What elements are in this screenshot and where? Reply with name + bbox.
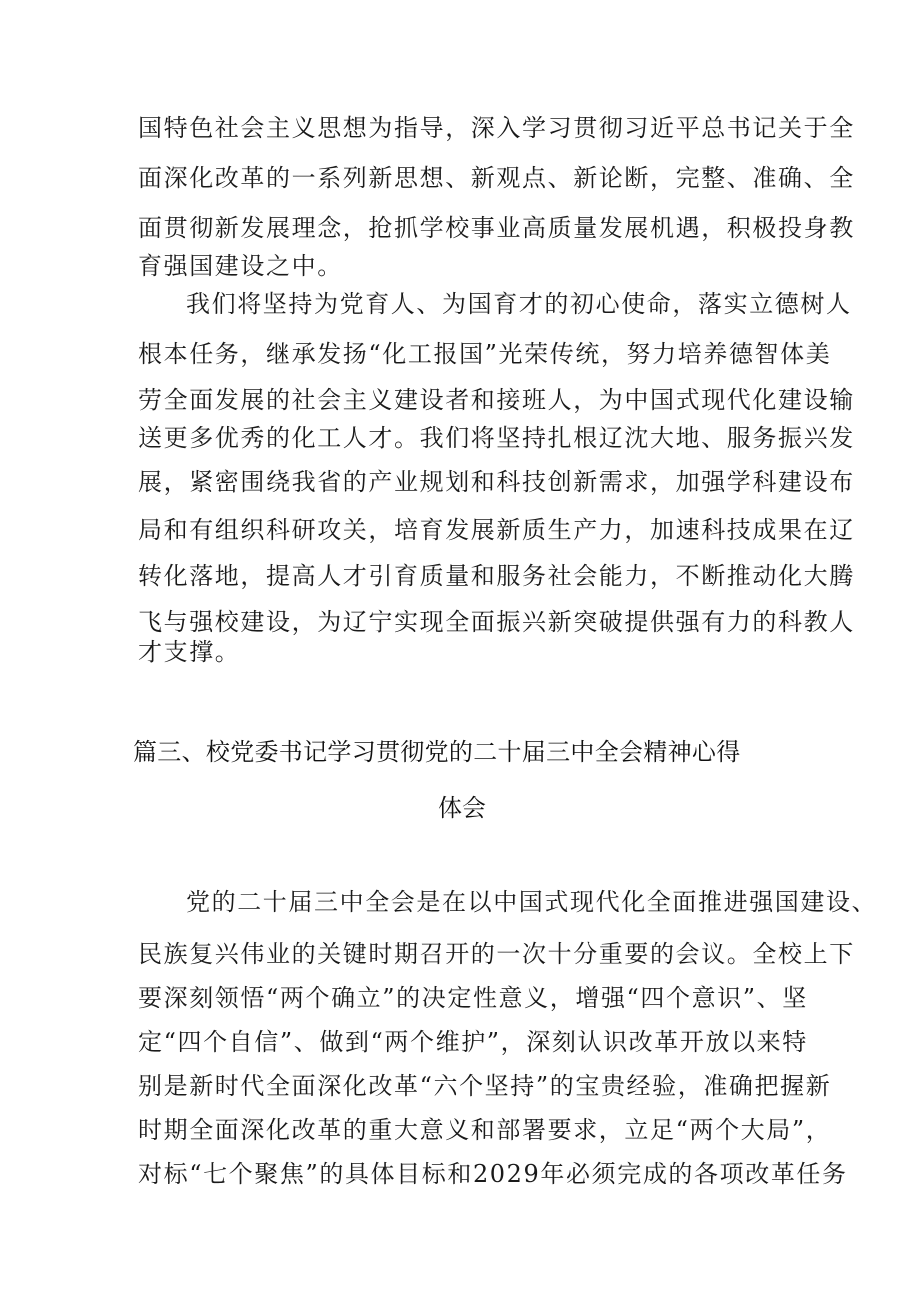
text-line: 劳全面发展的社会主义建设者和接班人，为中国式现代化建设输 <box>138 386 855 414</box>
text-line: 国特色社会主义思想为指导，深入学习贯彻习近平总书记关于全 <box>138 114 855 142</box>
text-line: 根本任务，继承发扬“化工报国”光荣传统，努力培养德智体美 <box>138 340 832 368</box>
text-line: 定“四个自信”、做到“两个维护”，深刻认识改革开放以来特 <box>138 1028 808 1056</box>
text-line: 时期全面深化改革的重大意义和部署要求，立足“两个大局”， <box>138 1116 832 1144</box>
text-line: 转化落地，提高人才引育质量和服务社会能力，不断推动化大腾 <box>138 562 855 590</box>
text-line: 才支撑。 <box>138 638 241 666</box>
text-line: 要深刻领悟“两个确立”的决定性意义，增强“四个意识”、坚 <box>138 984 808 1012</box>
text-line: 展，紧密围绕我省的产业规划和科技创新需求，加强学科建设布 <box>138 468 855 496</box>
text-line: 飞与强校建设，为辽宁实现全面振兴新突破提供强有力的科教人 <box>138 608 855 636</box>
text-line: 送更多优秀的化工人才。我们将坚持扎根辽沈大地、服务振兴发 <box>138 424 855 452</box>
text-line: 民族复兴伟业的关键时期召开的一次十分重要的会议。全校上下 <box>138 940 855 968</box>
section-title: 篇三、校党委书记学习贯彻党的二十届三中全会精神心得 <box>133 738 741 766</box>
text-line: 党的二十届三中全会是在以中国式现代化全面推进强国建设、 <box>186 888 878 916</box>
section-title-continued: 体会 <box>438 794 486 822</box>
text-line: 局和有组织科研攻关，培育发展新质生产力，加速科技成果在辽 <box>138 516 855 544</box>
text-line: 对标“七个聚焦”的具体目标和2029年必须完成的各项改革任务 <box>138 1160 848 1188</box>
text-line: 我们将坚持为党育人、为国育才的初心使命，落实立德树人 <box>186 290 852 318</box>
text-line: 面深化改革的一系列新思想、新观点、新论断，完整、准确、全 <box>138 164 855 192</box>
text-line: 育强国建设之中。 <box>138 252 343 280</box>
text-line: 别是新时代全面深化改革“六个坚持”的宝贵经验，准确把握新 <box>138 1072 832 1100</box>
text-line: 面贯彻新发展理念，抢抓学校事业高质量发展机遇，积极投身教 <box>138 214 855 242</box>
